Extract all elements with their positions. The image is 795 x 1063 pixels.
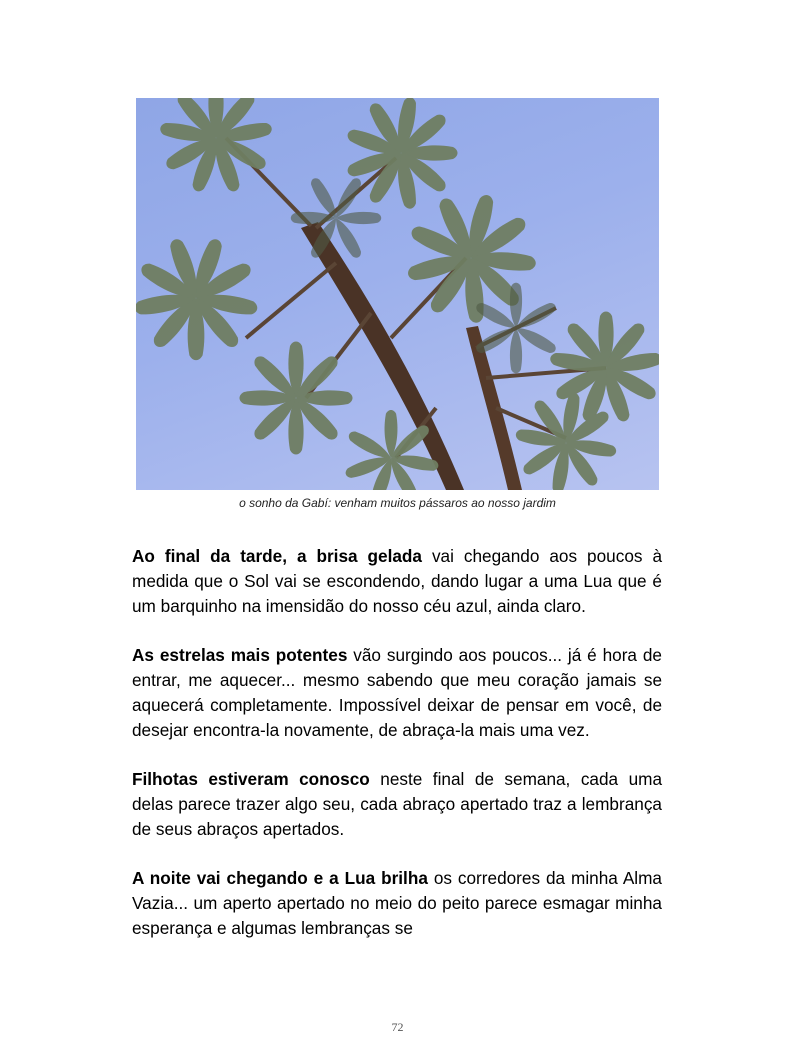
paragraph-body: neste final de semana, cada uma delas parece trazer algo seu, cada abraço apertado traz a lembrança de seus abraços apertados.: [132, 769, 662, 839]
paragraph-lead: As estrelas mais potentes: [132, 645, 348, 665]
paragraph-body: os corredores da minha Alma Vazia... um aperto apertado no meio do peito parece esmagar minha esperança e algumas lembranças se: [132, 868, 662, 938]
paragraph-lead: Ao final da tarde, a brisa gelada: [132, 546, 422, 566]
tree-photo: [136, 98, 659, 490]
paragraph: [132, 866, 662, 941]
paragraph-body: vai chegando aos poucos à medida que o Sol vai se escondendo, dando lugar a uma Lua que é um barquinho na imensidão do nosso céu azul, ainda claro.: [132, 546, 662, 616]
paragraph-body: vão surgindo aos poucos... já é hora de entrar, me aquecer... mesmo sabendo que meu coração jamais se aquecerá completamente. Impossível deixar de pensar em você, de desejar encontra-la novamente, de abraça-la mais uma vez.: [132, 645, 662, 740]
paragraph: [132, 767, 662, 842]
paragraph-lead: A noite vai chegando e a Lua brilha: [132, 868, 428, 888]
body-text: [132, 544, 662, 965]
paragraph-lead: Filhotas estiveram conosco: [132, 769, 370, 789]
paragraph: [132, 544, 662, 619]
page-number: 72: [391, 1020, 404, 1034]
figure-caption: o sonho da Gabí: venham muitos pássaros ao nosso jardim: [239, 496, 556, 510]
paragraph: [132, 643, 662, 743]
